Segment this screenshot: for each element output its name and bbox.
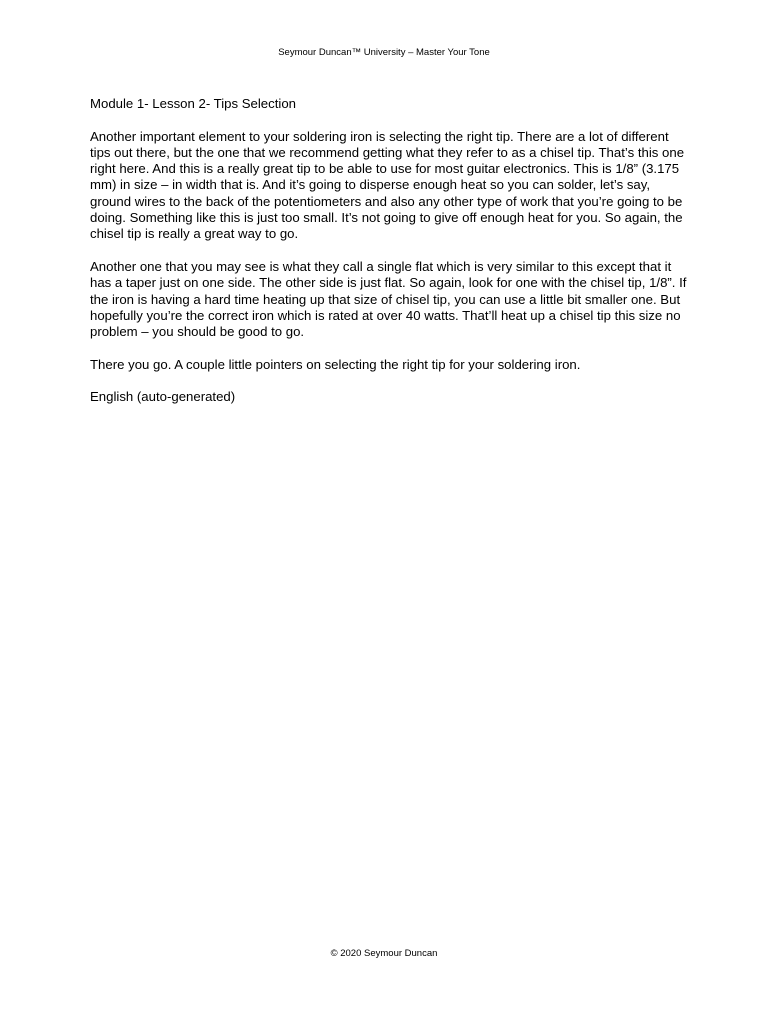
lesson-title: Module 1- Lesson 2- Tips Selection — [90, 96, 296, 111]
paragraph-closing: There you go. A couple little pointers on selecting the right tip for your soldering iron. — [90, 356, 581, 372]
paragraph-single-flat: Another one that you may see is what they call a single flat which is very similar to this except that it has a taper just on one side. The other side is just flat. So again, look for one with the chisel tip, 1/8”. If the iron is having a hard time heating up that size of chisel tip, you can use a little bit smaller one. But hopefully you’re the correct iron which is rated at over 40 watts. That’ll heat up a chisel tip this size no problem – you should be good to go. — [90, 258, 687, 340]
page-footer: © 2020 Seymour Duncan — [330, 948, 438, 959]
page-header: Seymour Duncan™ University – Master Your Tone — [278, 47, 490, 58]
document-body — [90, 96, 690, 422]
caption-language-note: English (auto-generated) — [90, 389, 236, 405]
paragraph-chisel-tip: Another important element to your soldering iron is selecting the right tip. There are a lot of different tips out there, but the one that we recommend getting what they refer to as a chisel tip. That’s this one right here. And this is a really great tip to be able to use for most guitar electronics. This is 1/8” (3.175 mm) in size – in width that is. And it’s going to disperse enough heat so you can solder, let’s say, ground wires to the back of the potentiometers and also any other type of work that you’re going to be doing. Something like this is just too small. It’s not going to give off enough heat for you. So again, the chisel tip is really a great way to go. — [90, 128, 685, 242]
